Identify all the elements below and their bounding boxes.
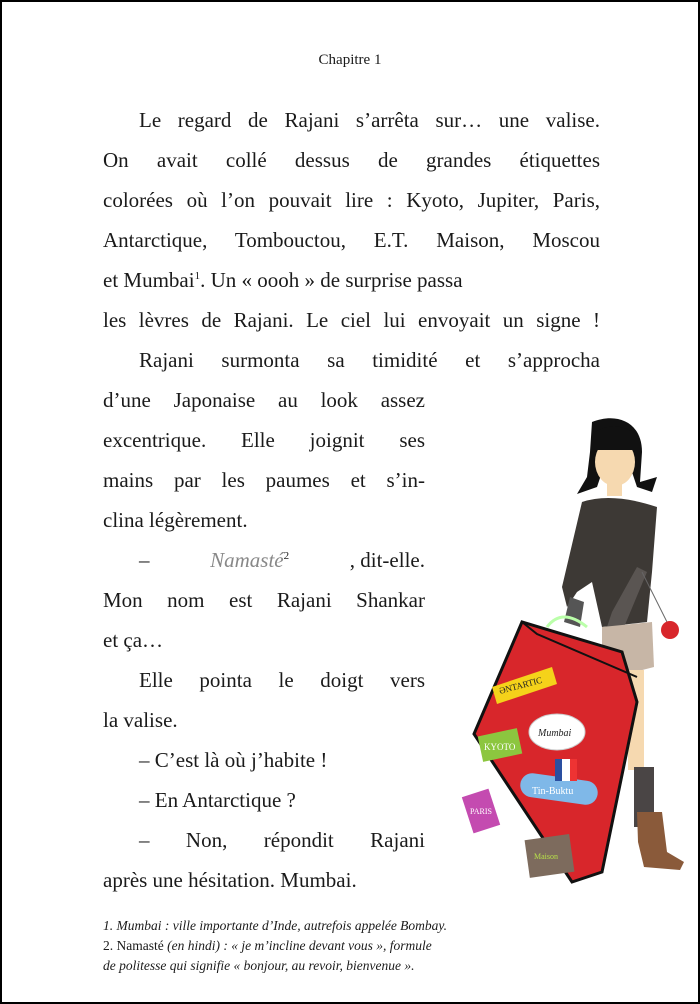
sticker-label: Tin-Buktu xyxy=(532,786,574,797)
footnote-2 xyxy=(103,936,432,956)
text-line: après une hésitation. Mumbai. xyxy=(103,868,357,892)
text-line: les lèvres de Rajani. Le ciel lui envoyait un signe ! xyxy=(103,308,600,332)
text-fragment: , dit-elle. xyxy=(349,548,425,572)
boot-shape xyxy=(637,812,684,870)
text-line: Rajani surmonta sa timidité et s’approcha xyxy=(139,348,600,372)
sticker-maison xyxy=(525,834,575,878)
text-line: On avait collé dessus de grandes étiquettes xyxy=(103,148,600,172)
dash: – xyxy=(139,548,150,572)
girl-with-suitcase-illustration xyxy=(452,412,700,892)
text-line: et ça… xyxy=(103,628,164,652)
text-line: Mon nom est Rajani Shankar xyxy=(103,588,425,612)
sticker-paris xyxy=(462,789,500,834)
text-fragment xyxy=(210,546,289,574)
sticker-label: KYOTO xyxy=(484,742,516,752)
sticker-label: Mumbai xyxy=(538,728,572,739)
text-line: colorées où l’on pouvait lire : Kyoto, Jupiter, Paris, xyxy=(103,188,600,212)
text-fragment xyxy=(103,268,463,292)
chapter-heading: Chapitre 1 xyxy=(318,52,382,68)
text-line: – Non, répondit Rajani xyxy=(139,828,425,852)
text-line: d’une Japonaise au look assez xyxy=(103,388,425,412)
text-line xyxy=(103,266,600,294)
text-line: Antarctique, Tombouctou, E.T. Maison, Moscou xyxy=(103,228,600,252)
namaste-word: Namasté xyxy=(210,548,284,572)
text-line: Elle pointa le doigt vers xyxy=(139,668,425,692)
footnote-2-text: (en hindi) : « je m’incline devant vous », formule xyxy=(163,938,432,953)
footnote-1: 1. Mumbai : ville importante d’Inde, autrefois appelée Bombay. xyxy=(103,918,448,933)
footnote-2-continued: de politesse qui signifie « bonjour, au revoir, bienvenue ». xyxy=(103,958,415,973)
text-line: mains par les paumes et s’in- xyxy=(103,468,425,492)
footnote-mark: 1 xyxy=(194,270,201,282)
text-fragment: . Un « oooh » de surprise passa xyxy=(200,268,463,292)
text-fragment: et Mumbai xyxy=(103,268,195,292)
sticker-mumbai xyxy=(529,714,585,750)
footnote-2-term: 2. Namasté xyxy=(103,938,164,953)
text-line: Le regard de Rajani s’arrêta sur… une valise. xyxy=(139,108,600,132)
text-line: – C’est là où j’habite ! xyxy=(139,748,328,772)
text-line: – En Antarctique ? xyxy=(139,788,296,812)
footnote-mark: 2 xyxy=(283,550,290,562)
sticker-label: ƏNTARTIC xyxy=(497,674,544,696)
text-line: clina légèrement. xyxy=(103,508,248,532)
text-line: la valise. xyxy=(103,708,178,732)
text-line: excentrique. Elle joignit ses xyxy=(103,428,425,452)
sticker-label: Maison xyxy=(534,852,558,861)
text-line xyxy=(103,546,425,574)
sticker-label: PARIS xyxy=(470,807,492,816)
